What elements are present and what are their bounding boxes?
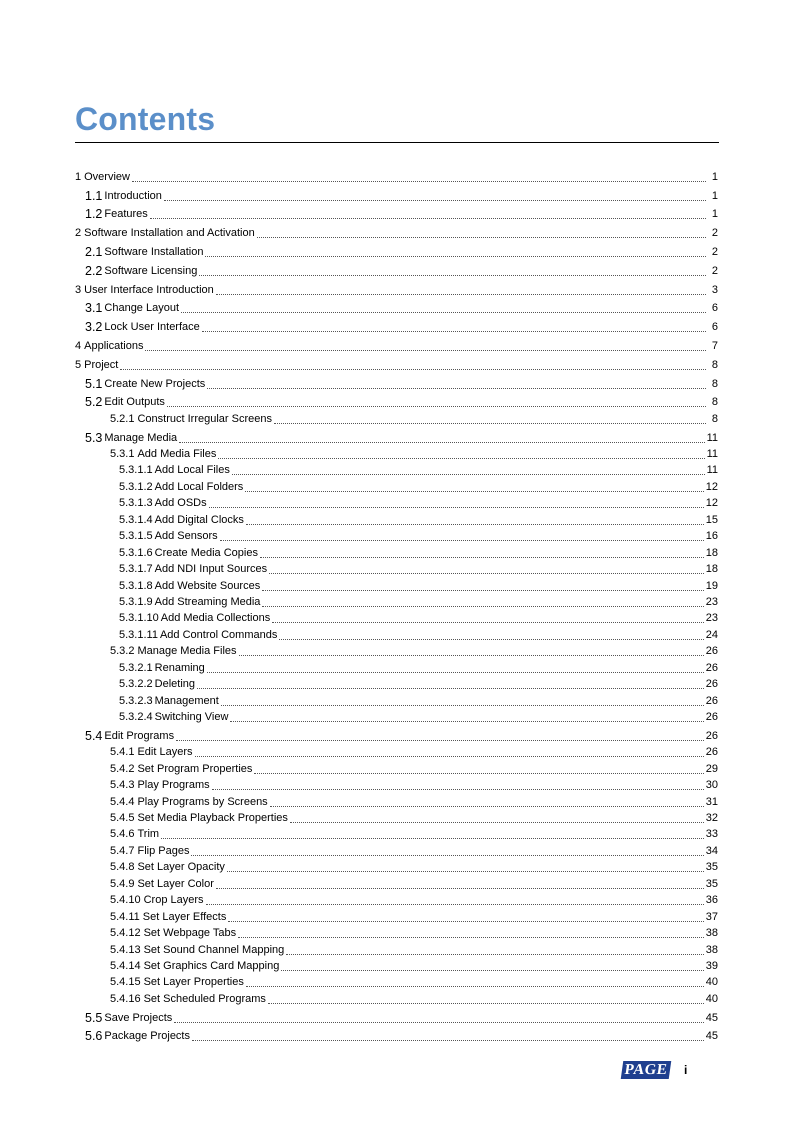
toc-entry-title: Manage Media Files bbox=[137, 645, 237, 658]
toc-dot-leader bbox=[220, 540, 704, 541]
toc-entry[interactable] bbox=[75, 957, 718, 973]
toc-entry-title: Add NDI Input Sources bbox=[154, 563, 268, 576]
toc-entry-number: 5.3.1.8 bbox=[119, 579, 153, 592]
toc-entry-page: 2 bbox=[711, 245, 718, 258]
toc-entry-number: 5.4.15 bbox=[110, 976, 141, 989]
toc-entry[interactable] bbox=[75, 221, 718, 240]
toc-entry-number: 5.4.14 bbox=[110, 959, 141, 972]
toc-entry-page: 37 bbox=[705, 910, 718, 923]
toc-dot-leader bbox=[216, 294, 706, 295]
toc-dot-leader bbox=[202, 331, 706, 332]
toc-entry[interactable] bbox=[75, 372, 718, 391]
toc-entry-page: 30 bbox=[705, 779, 718, 792]
toc-dot-leader bbox=[269, 573, 704, 574]
toc-entry-number: 5.1 bbox=[85, 376, 103, 391]
toc-entry-number: 5.4.16 bbox=[110, 992, 141, 1005]
toc-entry-title: Set Graphics Card Mapping bbox=[143, 959, 280, 972]
title-divider bbox=[75, 142, 719, 143]
toc-entry-number: 5.4.4 bbox=[110, 795, 135, 808]
toc-dot-leader bbox=[221, 705, 704, 706]
toc-entry-number: 3.1 bbox=[85, 301, 103, 316]
toc-entry-title: Add OSDs bbox=[154, 497, 207, 510]
toc-entry[interactable] bbox=[75, 940, 718, 956]
toc-entry-title: Add Media Collections bbox=[160, 612, 271, 625]
toc-entry-number: 5.4 bbox=[85, 728, 103, 743]
toc-entry-page: 7 bbox=[711, 339, 718, 352]
toc-dot-leader bbox=[239, 655, 704, 656]
toc-dot-leader bbox=[209, 507, 704, 508]
toc-entry-number: 5.3.1.6 bbox=[119, 546, 153, 559]
toc-entry[interactable] bbox=[75, 334, 718, 353]
toc-entry[interactable] bbox=[75, 841, 718, 857]
toc-entry-title: Construct Irregular Screens bbox=[137, 412, 272, 425]
toc-entry-page: 1 bbox=[711, 170, 718, 183]
toc-entry-page: 16 bbox=[705, 530, 718, 543]
toc-dot-leader bbox=[150, 218, 706, 219]
toc-entry-number: 5.3.1.10 bbox=[119, 612, 159, 625]
toc-entry[interactable] bbox=[75, 240, 718, 259]
toc-dot-leader bbox=[257, 237, 706, 238]
toc-entry-page: 8 bbox=[711, 396, 718, 409]
toc-dot-leader bbox=[164, 200, 706, 201]
toc-entry-title: Set Program Properties bbox=[137, 762, 253, 775]
toc-entry-page: 6 bbox=[711, 321, 718, 334]
page-logo-badge: PAGE bbox=[621, 1061, 672, 1079]
toc-entry[interactable] bbox=[75, 609, 718, 625]
toc-dot-leader bbox=[205, 256, 706, 257]
toc-entry-title: Add Streaming Media bbox=[154, 595, 261, 608]
toc-entry-number: 5.2.1 bbox=[110, 412, 135, 425]
toc-entry[interactable] bbox=[75, 1025, 718, 1044]
toc-entry[interactable] bbox=[75, 527, 718, 543]
toc-entry-page: 39 bbox=[705, 959, 718, 972]
toc-entry-title: Applications bbox=[84, 339, 144, 352]
toc-entry-page: 26 bbox=[705, 746, 718, 759]
toc-entry[interactable] bbox=[75, 625, 718, 641]
toc-entry-title: Deleting bbox=[154, 678, 195, 691]
toc-entry-title: Set Scheduled Programs bbox=[143, 992, 266, 1005]
toc-entry[interactable] bbox=[75, 259, 718, 278]
toc-entry[interactable] bbox=[75, 461, 718, 477]
toc-entry-number: 5.3.1.3 bbox=[119, 497, 153, 510]
toc-dot-leader bbox=[286, 954, 703, 955]
toc-entry-number: 5.3.1.5 bbox=[119, 530, 153, 543]
toc-entry-number: 5.4.7 bbox=[110, 844, 135, 857]
toc-entry-title: Overview bbox=[84, 170, 130, 183]
toc-entry-title: Switching View bbox=[154, 711, 229, 724]
toc-entry-title: Crop Layers bbox=[143, 894, 204, 907]
toc-dot-leader bbox=[207, 672, 704, 673]
toc-entry-number: 5.4.11 bbox=[110, 910, 140, 923]
toc-entry-number: 5.4.9 bbox=[110, 877, 135, 890]
toc-entry-number: 5.6 bbox=[85, 1029, 103, 1044]
toc-entry-number: 5.4.8 bbox=[110, 861, 135, 874]
toc-dot-leader bbox=[206, 904, 704, 905]
toc-entry-page: 35 bbox=[705, 877, 718, 890]
toc-entry[interactable] bbox=[75, 297, 718, 316]
toc-dot-leader bbox=[281, 970, 703, 971]
toc-entry-number: 2.2 bbox=[85, 263, 103, 278]
toc-entry-page: 45 bbox=[705, 1030, 718, 1043]
toc-entry-page: 38 bbox=[705, 943, 718, 956]
toc-entry[interactable] bbox=[75, 576, 718, 592]
toc-entry[interactable] bbox=[75, 724, 718, 743]
toc-entry-number: 3.2 bbox=[85, 320, 103, 335]
toc-dot-leader bbox=[179, 442, 704, 443]
toc-entry-number: 5.3 bbox=[85, 430, 103, 445]
toc-dot-leader bbox=[254, 773, 703, 774]
toc-entry-page: 45 bbox=[705, 1011, 718, 1024]
toc-entry-number: 5.3.1.9 bbox=[119, 595, 153, 608]
toc-dot-leader bbox=[218, 458, 704, 459]
toc-entry-title: Renaming bbox=[154, 661, 205, 674]
toc-entry[interactable] bbox=[75, 642, 718, 658]
toc-entry[interactable] bbox=[75, 409, 718, 425]
toc-entry[interactable] bbox=[75, 792, 718, 808]
toc-entry-page: 8 bbox=[711, 412, 718, 425]
toc-entry[interactable] bbox=[75, 989, 718, 1005]
toc-entry-number: 5.3.2.3 bbox=[119, 694, 153, 707]
toc-entry[interactable] bbox=[75, 593, 718, 609]
toc-entry-number: 5.3.2.2 bbox=[119, 678, 153, 691]
toc-entry-number: 5.4.2 bbox=[110, 762, 135, 775]
toc-entry-title: Introduction bbox=[104, 189, 162, 202]
toc-entry-page: 1 bbox=[711, 208, 718, 221]
toc-entry-title: Features bbox=[104, 208, 148, 221]
toc-entry[interactable] bbox=[75, 825, 718, 841]
toc-entry-number: 5.3.2.1 bbox=[119, 661, 153, 674]
toc-entry-page: 26 bbox=[705, 678, 718, 691]
toc-entry-page: 11 bbox=[706, 448, 718, 461]
toc-dot-leader bbox=[272, 622, 704, 623]
page-number: i bbox=[684, 1063, 688, 1077]
toc-entry-title: Add Control Commands bbox=[159, 628, 278, 641]
toc-entry-page: 6 bbox=[711, 302, 718, 315]
toc-entry-page: 12 bbox=[705, 480, 718, 493]
toc-entry-page: 26 bbox=[705, 661, 718, 674]
toc-dot-leader bbox=[238, 937, 704, 938]
toc-dot-leader bbox=[120, 369, 706, 370]
toc-entry[interactable] bbox=[75, 1006, 718, 1025]
toc-entry[interactable] bbox=[75, 759, 718, 775]
toc-entry[interactable] bbox=[75, 708, 718, 724]
toc-entry-number: 5.3.1.7 bbox=[119, 563, 153, 576]
toc-entry-title: Edit Programs bbox=[104, 729, 175, 742]
toc-entry-number: 5.4.6 bbox=[110, 828, 135, 841]
toc-entry-title: User Interface Introduction bbox=[84, 283, 214, 296]
toc-entry-page: 26 bbox=[705, 729, 718, 742]
toc-dot-leader bbox=[191, 855, 703, 856]
toc-entry-title: Add Website Sources bbox=[154, 579, 261, 592]
toc-entry[interactable] bbox=[75, 494, 718, 510]
toc-entry[interactable] bbox=[75, 510, 718, 526]
toc-dot-leader bbox=[246, 524, 704, 525]
toc-entry[interactable] bbox=[75, 278, 718, 297]
toc-dot-leader bbox=[262, 606, 703, 607]
toc-entry-number: 1.1 bbox=[85, 188, 103, 203]
toc-entry[interactable] bbox=[75, 353, 718, 372]
toc-entry-title: Set Layer Properties bbox=[143, 976, 244, 989]
toc-entry-title: Flip Pages bbox=[137, 844, 190, 857]
toc-dot-leader bbox=[228, 921, 703, 922]
page-title: Contents bbox=[75, 101, 216, 137]
toc-dot-leader bbox=[181, 312, 706, 313]
toc-entry-title: Package Projects bbox=[104, 1030, 190, 1043]
toc-entry-number: 5.3.2 bbox=[110, 645, 135, 658]
toc-entry-title: Change Layout bbox=[104, 302, 180, 315]
toc-entry-page: 12 bbox=[705, 497, 718, 510]
toc-entry-page: 26 bbox=[705, 694, 718, 707]
toc-entry-page: 24 bbox=[705, 628, 718, 641]
toc-dot-leader bbox=[176, 740, 704, 741]
toc-entry-number: 1 bbox=[75, 170, 82, 183]
table-of-contents bbox=[75, 165, 718, 1043]
toc-entry-title: Add Local Folders bbox=[154, 480, 244, 493]
toc-entry-number: 5.3.1.1 bbox=[119, 464, 153, 477]
toc-entry[interactable] bbox=[75, 809, 718, 825]
toc-dot-leader bbox=[197, 688, 704, 689]
toc-entry-page: 23 bbox=[705, 595, 718, 608]
toc-dot-leader bbox=[262, 590, 704, 591]
toc-entry-title: Lock User Interface bbox=[104, 321, 200, 334]
toc-entry-number: 5.3.1.2 bbox=[119, 480, 153, 493]
toc-dot-leader bbox=[274, 423, 706, 424]
toc-entry-number: 3 bbox=[75, 283, 82, 296]
toc-entry-number: 5.4.12 bbox=[110, 927, 141, 940]
toc-dot-leader bbox=[245, 491, 703, 492]
toc-entry-page: 2 bbox=[711, 264, 718, 277]
toc-dot-leader bbox=[195, 756, 704, 757]
toc-entry-title: Edit Outputs bbox=[104, 396, 165, 409]
toc-entry-page: 2 bbox=[711, 227, 718, 240]
toc-entry-page: 26 bbox=[705, 711, 718, 724]
toc-entry[interactable] bbox=[75, 874, 718, 890]
toc-dot-leader bbox=[246, 986, 704, 987]
toc-entry-number: 1.2 bbox=[85, 207, 103, 222]
toc-entry-page: 23 bbox=[705, 612, 718, 625]
toc-entry-title: Software Installation and Activation bbox=[84, 227, 255, 240]
toc-entry-number: 5.4.1 bbox=[110, 746, 135, 759]
toc-entry-page: 40 bbox=[705, 992, 718, 1005]
toc-dot-leader bbox=[132, 181, 706, 182]
toc-entry-title: Create Media Copies bbox=[154, 546, 258, 559]
toc-entry-number: 5.4.3 bbox=[110, 779, 135, 792]
toc-entry[interactable] bbox=[75, 743, 718, 759]
toc-entry-title: Set Layer Opacity bbox=[137, 861, 225, 874]
toc-entry-title: Add Sensors bbox=[154, 530, 218, 543]
toc-entry-number: 5.3.1.11 bbox=[119, 628, 158, 641]
toc-entry-title: Trim bbox=[137, 828, 160, 841]
toc-dot-leader bbox=[268, 1003, 704, 1004]
toc-entry[interactable] bbox=[75, 543, 718, 559]
toc-dot-leader bbox=[174, 1022, 703, 1023]
toc-entry-title: Software Licensing bbox=[104, 264, 198, 277]
toc-entry[interactable] bbox=[75, 891, 718, 907]
toc-entry-page: 40 bbox=[705, 976, 718, 989]
toc-entry-title: Set Webpage Tabs bbox=[143, 927, 237, 940]
toc-entry-title: Edit Layers bbox=[137, 746, 193, 759]
toc-entry-title: Save Projects bbox=[104, 1011, 173, 1024]
toc-entry-title: Add Digital Clocks bbox=[154, 513, 244, 526]
toc-dot-leader bbox=[192, 1040, 704, 1041]
toc-entry[interactable] bbox=[75, 560, 718, 576]
toc-entry-page: 15 bbox=[705, 513, 718, 526]
toc-entry[interactable] bbox=[75, 973, 718, 989]
toc-dot-leader bbox=[270, 806, 704, 807]
toc-entry-title: Create New Projects bbox=[104, 377, 206, 390]
toc-dot-leader bbox=[230, 721, 703, 722]
toc-entry-number: 5.4.5 bbox=[110, 812, 135, 825]
toc-entry-title: Set Sound Channel Mapping bbox=[143, 943, 285, 956]
toc-entry[interactable] bbox=[75, 184, 718, 203]
toc-entry[interactable] bbox=[75, 445, 718, 461]
toc-entry-page: 18 bbox=[705, 563, 718, 576]
toc-entry-number: 4 bbox=[75, 339, 82, 352]
toc-entry-page: 26 bbox=[705, 645, 718, 658]
toc-dot-leader bbox=[290, 822, 704, 823]
toc-dot-leader bbox=[232, 474, 705, 475]
toc-entry[interactable] bbox=[75, 858, 718, 874]
toc-dot-leader bbox=[199, 275, 706, 276]
toc-dot-leader bbox=[216, 888, 704, 889]
toc-entry-title: Set Layer Effects bbox=[142, 910, 227, 923]
toc-entry-page: 32 bbox=[705, 812, 718, 825]
toc-entry-page: 3 bbox=[711, 283, 718, 296]
toc-entry-page: 11 bbox=[706, 431, 718, 444]
toc-entry[interactable] bbox=[75, 203, 718, 222]
toc-dot-leader bbox=[167, 406, 706, 407]
toc-entry-page: 1 bbox=[711, 189, 718, 202]
toc-entry[interactable] bbox=[75, 907, 718, 923]
toc-entry-number: 5.3.2.4 bbox=[119, 711, 153, 724]
toc-entry[interactable] bbox=[75, 924, 718, 940]
toc-entry[interactable] bbox=[75, 165, 718, 184]
toc-dot-leader bbox=[145, 350, 706, 351]
toc-entry-number: 5.4.10 bbox=[110, 894, 141, 907]
toc-entry-title: Play Programs bbox=[137, 779, 210, 792]
toc-entry-page: 29 bbox=[705, 762, 718, 775]
toc-entry-title: Add Media Files bbox=[137, 448, 217, 461]
toc-entry-number: 5.3.1.4 bbox=[119, 513, 153, 526]
toc-dot-leader bbox=[227, 871, 704, 872]
toc-entry-title: Project bbox=[84, 358, 119, 371]
toc-entry-number: 5.2 bbox=[85, 395, 103, 410]
toc-entry-page: 31 bbox=[705, 795, 718, 808]
toc-dot-leader bbox=[279, 639, 703, 640]
toc-dot-leader bbox=[260, 557, 704, 558]
toc-dot-leader bbox=[207, 388, 706, 389]
toc-entry-page: 8 bbox=[711, 358, 718, 371]
toc-entry-page: 19 bbox=[705, 579, 718, 592]
toc-entry[interactable] bbox=[75, 658, 718, 674]
toc-entry-number: 5.3.1 bbox=[110, 448, 135, 461]
toc-entry-title: Software Installation bbox=[104, 245, 204, 258]
toc-entry-page: 38 bbox=[705, 927, 718, 940]
toc-entry[interactable] bbox=[75, 776, 718, 792]
toc-entry-page: 8 bbox=[711, 377, 718, 390]
toc-entry-page: 35 bbox=[705, 861, 718, 874]
toc-entry-page: 36 bbox=[705, 894, 718, 907]
toc-entry[interactable] bbox=[75, 426, 718, 445]
toc-entry-number: 2 bbox=[75, 227, 82, 240]
toc-entry-number: 5.4.13 bbox=[110, 943, 141, 956]
toc-entry-page: 18 bbox=[705, 546, 718, 559]
toc-dot-leader bbox=[161, 838, 704, 839]
toc-entry-page: 11 bbox=[706, 464, 718, 477]
toc-entry-number: 5 bbox=[75, 358, 82, 371]
toc-entry-number: 5.5 bbox=[85, 1010, 103, 1025]
toc-entry-title: Play Programs by Screens bbox=[137, 795, 268, 808]
toc-entry-page: 33 bbox=[705, 828, 718, 841]
toc-entry[interactable] bbox=[75, 315, 718, 334]
toc-entry-title: Add Local Files bbox=[154, 464, 230, 477]
toc-entry-title: Set Layer Color bbox=[137, 877, 214, 890]
toc-entry-page: 34 bbox=[705, 844, 718, 857]
toc-entry[interactable] bbox=[75, 477, 718, 493]
toc-entry-title: Set Media Playback Properties bbox=[137, 812, 288, 825]
toc-entry-title: Manage Media bbox=[104, 431, 178, 444]
toc-entry[interactable] bbox=[75, 691, 718, 707]
toc-entry-title: Management bbox=[154, 694, 219, 707]
toc-entry-number: 2.1 bbox=[85, 244, 103, 259]
toc-dot-leader bbox=[212, 789, 704, 790]
toc-entry[interactable] bbox=[75, 675, 718, 691]
toc-entry[interactable] bbox=[75, 391, 718, 410]
